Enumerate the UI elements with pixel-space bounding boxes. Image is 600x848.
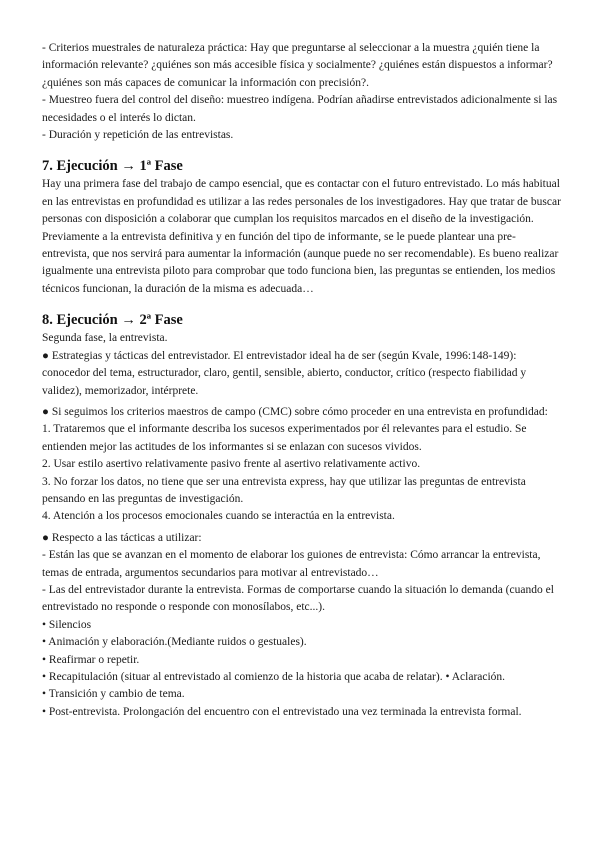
- intro-line-3: - Duración y repetición de las entrevistas.: [42, 129, 234, 142]
- section-8-line-c1: ● Respecto a las tácticas a utilizar:: [42, 531, 202, 544]
- section-8-line-c2: - Están las que se avanzan en el momento de elaborar los guiones de entrevista: Cómo arrancar la entrevista, temas de entrada, argumentos secundarios para motivar al entrevistado…: [42, 549, 541, 579]
- section-8-line-c9: • Post-entrevista. Prolongación del encuentro con el entrevistado una vez terminada la entrevista formal.: [42, 705, 522, 718]
- section-8-line-c7: • Recapitulación (situar al entrevistado al comienzo de la historia que acaba de relatar). • Aclaración.: [42, 671, 506, 683]
- section-8-line-b1: ● Si seguimos los criterios maestros de campo (CMC) sobre cómo proceder en una entrevista en profundidad:: [42, 405, 548, 418]
- section-8-line-c6: • Reafirmar o repetir.: [42, 653, 140, 666]
- section-8-line-c5: • Animación y elaboración.(Mediante ruidos o gestuales).: [42, 636, 307, 649]
- section-8-line-a1: Segunda fase, la entrevista.: [42, 332, 168, 345]
- section-8-line-c8: • Transición y cambio de tema.: [42, 688, 185, 701]
- section-7-paragraph: Hay una primera fase del trabajo de campo esencial, que es contactar con el futuro entrevistado. Lo más habitual en las entrevistas en profundidad es utilizar a las redes personales de los investigadores. Hay que tratar de buscar personas con disposición a colaborar que cumplan los requisitos marcados en el diseño de la investigación. Previamente a la entrevista definitiva y en función del tipo de informante, se le puede plantear una pre-entrevista, que nos servirá para aumentar la información (aunque puede no ser recomendable). Es bueno realizar igualmente una entrevista piloto para comprobar que todo funciona bien, las preguntas se entienden, los medios técnicos funcionan, la duración de la misma es adecuada…: [42, 178, 561, 295]
- section-8-line-c4: • Silencios: [42, 618, 92, 631]
- section-8-line-c3: - Las del entrevistador durante la entrevista. Formas de comportarse cuando la situación lo demanda (cuando el entrevistado no responde o responde con monosílabos, etc...).: [42, 583, 554, 614]
- intro-line-1: - Criterios muestrales de naturaleza práctica: Hay que preguntarse al seleccionar a la muestra ¿quién tiene la información relevante? ¿quiénes son más accesible física y socialmente? ¿quiénes están dispuestos a informar? ¿quiénes son más capaces de comunicar la información con precisión?.: [42, 42, 553, 89]
- section-8-line-b2: 1. Trataremos que el informante describa los sucesos experimentados por él relevantes para el estudio. Se entienden mejor las actitudes de los informantes si se enlazan con sucesos vividos.: [42, 423, 527, 453]
- section-8-line-b4: 3. No forzar los datos, no tiene que ser una entrevista express, hay que utilizar las preguntas de entrevista pensando en las preguntas de investigación.: [42, 475, 526, 505]
- section-8-line-b3: 2. Usar estilo asertivo relativamente pasivo frente al asertivo relativamente activo.: [42, 458, 421, 471]
- section-8-line-b5: 4. Atención a los procesos emocionales cuando se interactúa en la entrevista.: [42, 510, 395, 523]
- document-page: [42, 40, 562, 721]
- section-8-heading: 8. Ejecución → 2ª Fase: [42, 312, 183, 329]
- section-8-line-a2: ● Estrategias y tácticas del entrevistador. El entrevistador ideal ha de ser (según Kvale, 1996:148-149): conocedor del tema, estructurador, claro, gentil, sensible, abierto, conductor, crítico (respecto fiabilidad y validez), memorizador, intérprete.: [42, 349, 527, 397]
- section-7-heading: 7. Ejecución → 1ª Fase: [42, 158, 183, 175]
- intro-line-2: - Muestreo fuera del control del diseño: muestreo indígena. Podrían añadirse entrevistados adicionalmente si las necesidades o el interés lo dictan.: [42, 94, 558, 124]
